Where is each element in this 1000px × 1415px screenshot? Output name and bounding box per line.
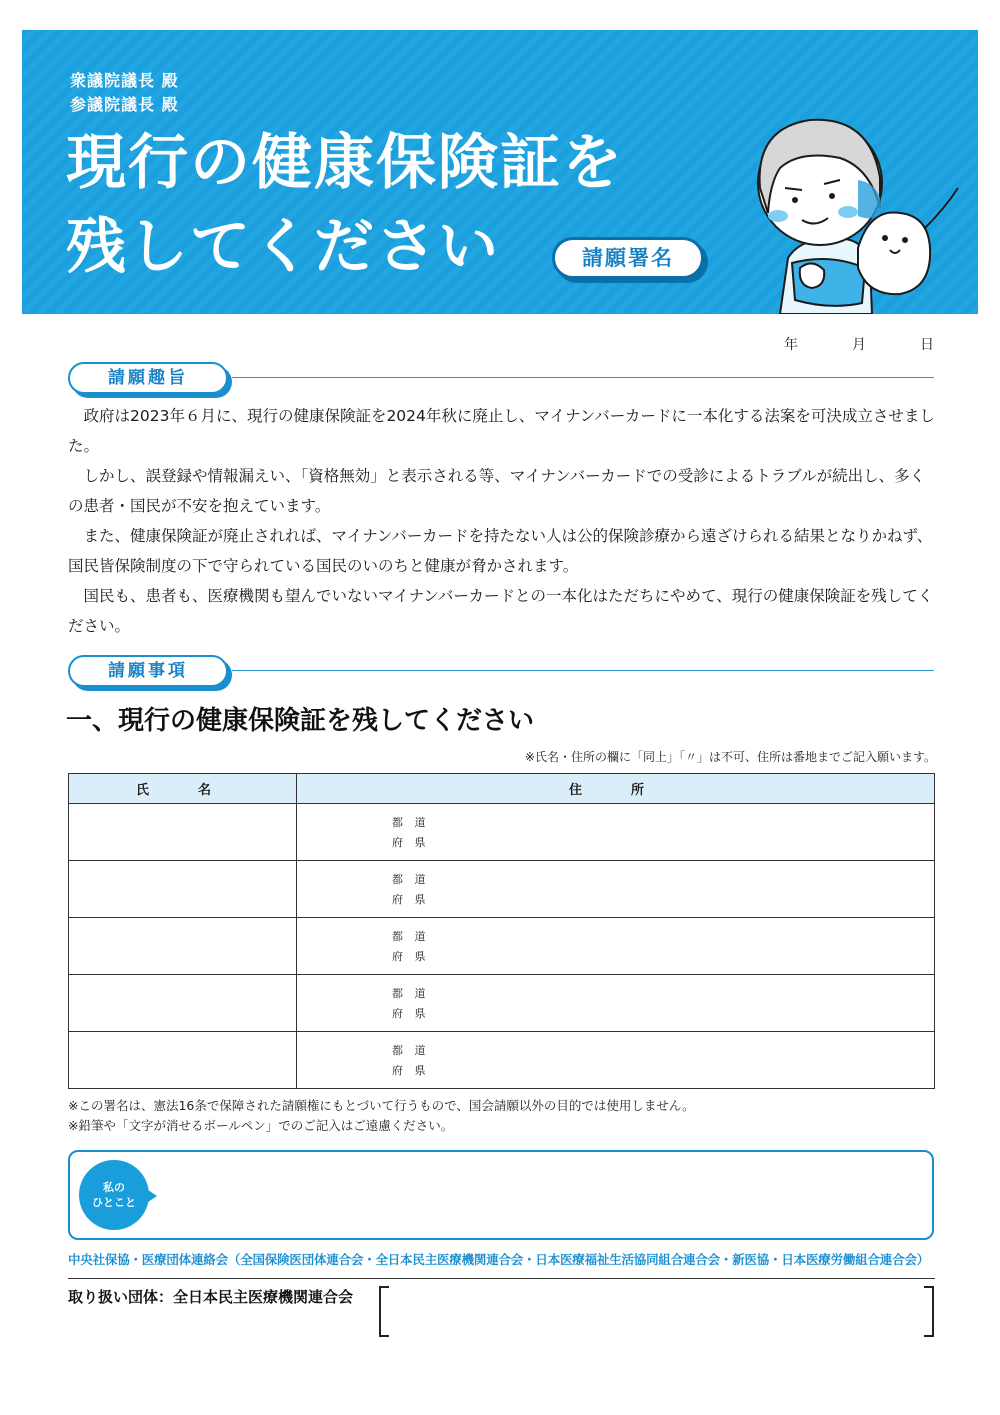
prefecture-label: 都 道 府 県 — [392, 930, 430, 963]
prefecture-label: 都 道 府 県 — [392, 1044, 430, 1077]
date-day-label: 日 — [920, 337, 934, 353]
purpose-paragraph: しかし、誤登録や情報漏えい、「資格無効」と表示される等、マイナンバーカードでの受診によるトラブルが続出し、多くの患者・国民が不安を抱えています。 — [68, 467, 926, 515]
address-field[interactable] — [297, 975, 935, 1032]
table-row — [69, 861, 935, 918]
name-field[interactable] — [69, 1032, 297, 1089]
addressee-house-of-councillors: 参議院議長 殿 — [70, 95, 179, 114]
speech-bubble-tail — [145, 1188, 157, 1204]
name-field[interactable] — [69, 861, 297, 918]
prefecture-label: 都 道 府 県 — [392, 873, 430, 906]
stamp-area-left-bracket — [379, 1286, 389, 1337]
addressee-house-of-representatives: 衆議院議長 殿 — [70, 71, 179, 90]
date-month-label: 月 — [852, 337, 866, 353]
page-title-line-2: 残してください — [66, 212, 500, 282]
divider — [68, 1278, 935, 1279]
column-header-address: 住 所 — [297, 774, 935, 804]
organization-line: 中央社保協・医療団体連絡会（全国保険医団体連合会・全日本民主医療機関連合会・日本医療福祉生活協同組合連合会・新医協・日本医療労働組合連合会） — [68, 1252, 930, 1267]
comment-bubble: 私の ひとこと — [79, 1160, 149, 1230]
signature-table — [68, 773, 935, 1089]
purpose-paragraph: 政府は2023年６月に、現行の健康保険証を2024年秋に廃止し、マイナンバーカードに一本化する法案を可決成立させました。 — [68, 407, 935, 455]
footnote-usage: ※この署名は、憲法16条で保障された請願権にもとづいて行うもので、国会請願以外の目的では使用しません。 — [68, 1098, 695, 1113]
section-rule-purpose — [232, 377, 934, 378]
petition-item: 一、現行の健康保険証を残してください — [66, 706, 535, 736]
purpose-paragraph: また、健康保険証が廃止されれば、マイナンバーカードを持たない人は公的保険診療から遠ざけられる結果となりかねず、国民皆保険制度の下で守られている国民のいのちと健康が脅かされます。 — [68, 527, 933, 575]
table-row — [69, 975, 935, 1032]
stamp-area-right-bracket — [924, 1286, 934, 1337]
page-title-line-1: 現行の健康保険証を — [66, 128, 624, 198]
prefecture-label: 都 道 府 県 — [392, 816, 430, 849]
section-heading-purpose: 請願趣旨 — [68, 362, 228, 394]
purpose-paragraph: 国民も、患者も、医療機関も望んでいないマイナンバーカードとの一本化はただちにやめて、現行の健康保険証を残してください。 — [68, 587, 934, 635]
comment-box[interactable] — [68, 1150, 934, 1240]
prefecture-label: 都 道 府 県 — [392, 987, 430, 1020]
name-field[interactable] — [69, 918, 297, 975]
purpose-text — [68, 401, 936, 641]
address-field[interactable] — [297, 1032, 935, 1089]
petition-badge: 請願署名 — [552, 237, 704, 279]
section-heading-items: 請願事項 — [68, 655, 228, 687]
mascot-girl-illustration — [740, 88, 976, 314]
handling-organization: 取り扱い団体：全日本民主医療機関連合会 — [68, 1288, 354, 1306]
table-row — [69, 1032, 935, 1089]
column-header-name: 氏 名 — [69, 774, 297, 804]
date-year-label: 年 — [784, 337, 798, 353]
address-field[interactable] — [297, 804, 935, 861]
table-row — [69, 918, 935, 975]
section-rule-items — [232, 670, 934, 671]
table-row — [69, 804, 935, 861]
footnote-pen: ※鉛筆や「文字が消せるボールペン」でのご記入はご遠慮ください。 — [68, 1118, 454, 1133]
entry-note: ※氏名・住所の欄に「同上」「〃」は不可、住所は番地までご記入願います。 — [524, 750, 936, 764]
name-field[interactable] — [69, 804, 297, 861]
name-field[interactable] — [69, 975, 297, 1032]
address-field[interactable] — [297, 918, 935, 975]
address-field[interactable] — [297, 861, 935, 918]
